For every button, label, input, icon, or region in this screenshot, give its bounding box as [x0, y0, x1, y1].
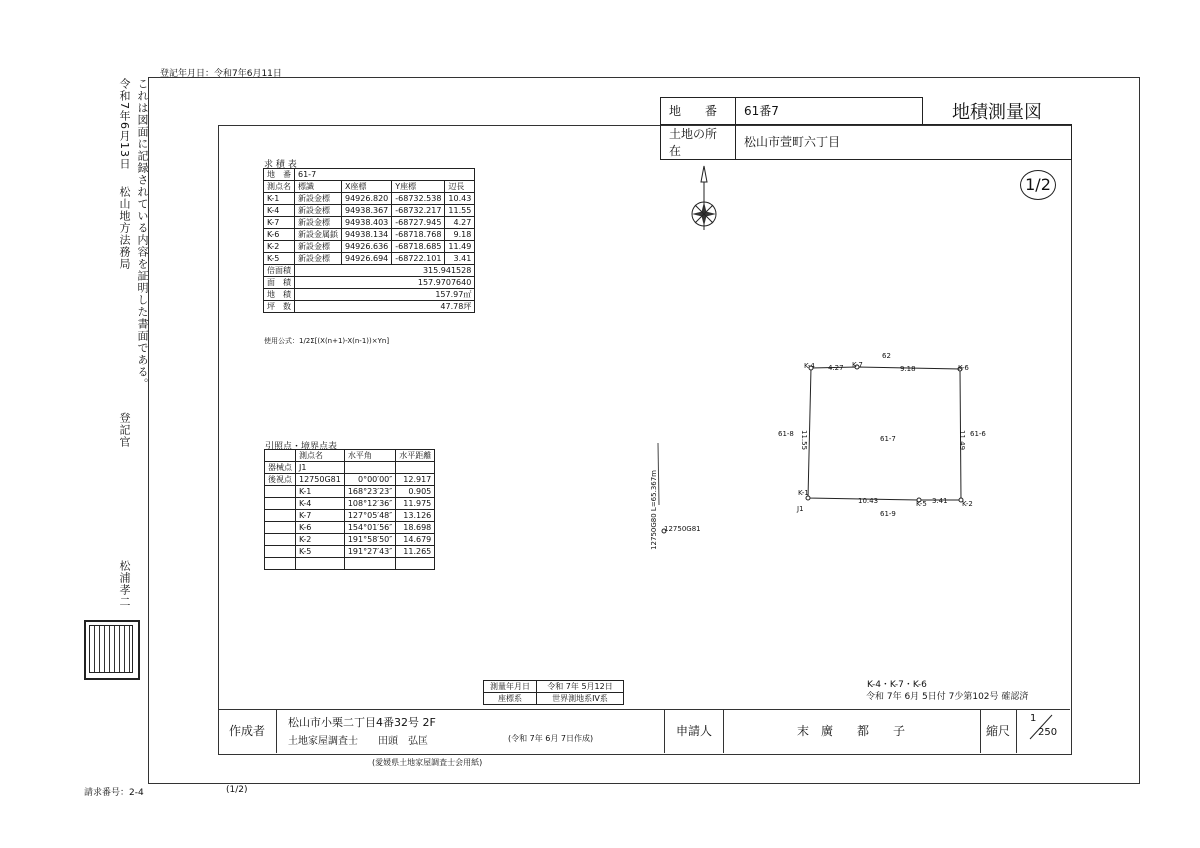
location-label: 土地の所在 [661, 124, 736, 159]
table-row [265, 522, 435, 534]
table-row [265, 462, 435, 474]
cell: K-7 [296, 510, 345, 522]
col-header: 水平距離 [396, 450, 435, 462]
label-north-edge: 62 [882, 352, 891, 360]
cell: 坪 数 [264, 301, 295, 313]
official-seal [84, 620, 140, 680]
confirmation-text: 令和 7年 6月 5日付 7少第102号 確認済 [866, 692, 1029, 702]
cell: 11.265 [396, 546, 435, 558]
dim-bottom-left: 10.43 [858, 497, 879, 505]
col-header: X座標 [342, 181, 392, 193]
cell: 新設金標 [295, 241, 342, 253]
cell: 新設金標 [295, 253, 342, 265]
col-header: 水平角 [344, 450, 395, 462]
cell: 157.9707640 [295, 277, 475, 289]
cell: 13.126 [396, 510, 435, 522]
label-k5: K-5 [916, 500, 927, 508]
cell: 157.97㎡ [295, 289, 475, 301]
dim-right: 11.49 [958, 430, 966, 451]
label-east-neighbor: 61-6 [970, 430, 986, 438]
table-row [265, 558, 435, 570]
officer-name: 松浦孝二 [118, 560, 131, 608]
cell: K-1 [264, 193, 295, 205]
dim-top-left: 4.27 [828, 364, 844, 372]
cell: 11.975 [396, 498, 435, 510]
label-k1: K-1 [798, 489, 809, 497]
author-name: 土地家屋調査士 田頭 弘匡 [288, 736, 428, 747]
cell [396, 558, 435, 570]
survey-info-table [483, 680, 624, 705]
applicant-label: 申請人 [664, 709, 724, 753]
cell: 3.41 [445, 253, 475, 265]
table-row [264, 205, 475, 217]
table-row [265, 486, 435, 498]
cell: 154°01′56″ [344, 522, 395, 534]
scale-numerator: 1 [1030, 713, 1037, 724]
confirmation-points: K-4・K-7・K-6 [867, 680, 927, 690]
label-j1: J1 [797, 505, 804, 513]
col-header: Y座標 [392, 181, 445, 193]
page-indicator: (1/2) [226, 785, 248, 795]
cell: 0°00′00″ [344, 474, 395, 486]
cell: K-6 [264, 229, 295, 241]
summary-row [264, 289, 475, 301]
cell: 191°27′43″ [344, 546, 395, 558]
cell: 47.78坪 [295, 301, 475, 313]
table-row [265, 510, 435, 522]
cell: -68718.768 [392, 229, 445, 241]
cell: 11.55 [445, 205, 475, 217]
col-header: 辺長 [445, 181, 475, 193]
coordinate-system-value: 世界測地系IV系 [537, 693, 624, 705]
cell: 新設金標 [295, 217, 342, 229]
reference-table-title: 引照点・境界点表 [265, 442, 338, 452]
cell: K-7 [264, 217, 295, 229]
cell [265, 558, 296, 570]
dim-left: 11.55 [800, 430, 808, 451]
cell [265, 546, 296, 558]
cell: 94938.367 [342, 205, 392, 217]
certification-office: 松山地方法務局 [118, 186, 131, 270]
area-lot-label: 地 番 [264, 169, 295, 181]
location-value: 松山市萱町六丁目 [736, 124, 1072, 159]
cell: 後視点 [265, 474, 296, 486]
cell: K-6 [296, 522, 345, 534]
lot-value: 61番7 [736, 98, 923, 125]
paper-note: (愛媛県土地家屋調査士会用紙) [372, 758, 483, 767]
coordinate-system-label: 座標系 [484, 693, 537, 705]
cell: -68722.101 [392, 253, 445, 265]
col-header: 測点名 [296, 450, 345, 462]
cell: 315.941528 [295, 265, 475, 277]
cell: 10.43 [445, 193, 475, 205]
lot-label: 地 番 [661, 98, 736, 125]
cell [265, 510, 296, 522]
label-k7: K-7 [852, 361, 863, 369]
drawing-title: 地積測量図 [952, 101, 1042, 123]
cell: K-4 [264, 205, 295, 217]
cell [265, 498, 296, 510]
label-parcel: 61-7 [880, 435, 896, 443]
certification-date: 令和7年6月13日 [118, 78, 131, 170]
reference-line [658, 443, 659, 505]
cell: 11.49 [445, 241, 475, 253]
col-header [265, 450, 296, 462]
area-table [263, 168, 475, 313]
table-row [264, 241, 475, 253]
cell: 168°23′23″ [344, 486, 395, 498]
table-row [265, 534, 435, 546]
request-number: 請求番号：2-4 [84, 788, 144, 798]
cell: 新設金標 [295, 205, 342, 217]
label-ref-point: 12750G81 [664, 525, 701, 533]
table-row [265, 546, 435, 558]
survey-date-label: 測量年月日 [484, 681, 537, 693]
cell: 新設金属鋲 [295, 229, 342, 241]
cell: -68732.217 [392, 205, 445, 217]
label-k4: K-4 [804, 362, 815, 370]
cell [344, 462, 395, 474]
cell: 94926.820 [342, 193, 392, 205]
cell: 191°58′50″ [344, 534, 395, 546]
cell: -68732.538 [392, 193, 445, 205]
cell: 127°05′48″ [344, 510, 395, 522]
formula: 使用公式：1/2Σ[(X(n+1)-X(n-1))×Yn] [264, 337, 390, 345]
cell: 108°12′36″ [344, 498, 395, 510]
cell: 12.917 [396, 474, 435, 486]
label-k6: K-6 [958, 364, 969, 372]
sheet-mark: 1/2 [1020, 170, 1056, 200]
cell: K-2 [296, 534, 345, 546]
summary-row [264, 277, 475, 289]
cell: 面 積 [264, 277, 295, 289]
cell: 地 積 [264, 289, 295, 301]
reference-table [264, 449, 435, 570]
table-row [265, 498, 435, 510]
cell [344, 558, 395, 570]
cell [396, 462, 435, 474]
cell: K-2 [264, 241, 295, 253]
cell: 14.679 [396, 534, 435, 546]
col-header: 測点名 [264, 181, 295, 193]
author-address: 松山市小栗二丁目4番32号 2F [288, 716, 436, 729]
cell: 新設金標 [295, 193, 342, 205]
cell: 9.18 [445, 229, 475, 241]
cell [296, 558, 345, 570]
table-row [264, 253, 475, 265]
header-table [660, 97, 1072, 160]
dim-bottom-right: 3.41 [932, 497, 948, 505]
cell: K-5 [296, 546, 345, 558]
cell: 0.905 [396, 486, 435, 498]
applicant-name: 末 廣 都 子 [722, 709, 981, 753]
cell [265, 486, 296, 498]
cell: K-4 [296, 498, 345, 510]
cell: 94926.694 [342, 253, 392, 265]
cell [265, 534, 296, 546]
cell: -68727.945 [392, 217, 445, 229]
label-south-neighbor: 61-9 [880, 510, 896, 518]
table-row [264, 229, 475, 241]
table-row [264, 217, 475, 229]
area-lot-value: 61-7 [295, 169, 475, 181]
summary-row [264, 301, 475, 313]
dim-top-right: 9.18 [900, 365, 916, 373]
col-header: 標識 [295, 181, 342, 193]
cell: 倍面積 [264, 265, 295, 277]
cell: 94938.134 [342, 229, 392, 241]
summary-row [264, 265, 475, 277]
author-date: (令和 7年 6月 7日作成) [508, 734, 594, 743]
label-ref-line: 12750G80 L=65.367m [650, 470, 658, 550]
label-k2: K-2 [962, 500, 973, 508]
cell: J1 [296, 462, 345, 474]
table-row [264, 193, 475, 205]
cell: 器械点 [265, 462, 296, 474]
scale-label: 縮尺 [980, 709, 1017, 753]
survey-date-value: 令和 7年 5月12日 [537, 681, 624, 693]
cell: 94926.636 [342, 241, 392, 253]
cell: 4.27 [445, 217, 475, 229]
label-west-neighbor: 61-8 [778, 430, 794, 438]
area-table-title: 求 積 表 [264, 160, 297, 170]
registration-date: 登記年月日：令和7年6月11日 [160, 69, 282, 79]
officer-title: 登記官 [118, 412, 131, 448]
cell: 18.698 [396, 522, 435, 534]
cell: 12750G81 [296, 474, 345, 486]
cell: -68718.685 [392, 241, 445, 253]
author-label: 作成者 [218, 709, 277, 753]
north-compass-icon [686, 164, 722, 234]
table-row [265, 474, 435, 486]
cell: 94938.403 [342, 217, 392, 229]
cell [265, 522, 296, 534]
cell: K-5 [264, 253, 295, 265]
certification-statement: これは図面に記録されている内容を証明した書面である。 [136, 78, 149, 390]
cell: K-1 [296, 486, 345, 498]
scale-denominator: 250 [1038, 727, 1058, 738]
